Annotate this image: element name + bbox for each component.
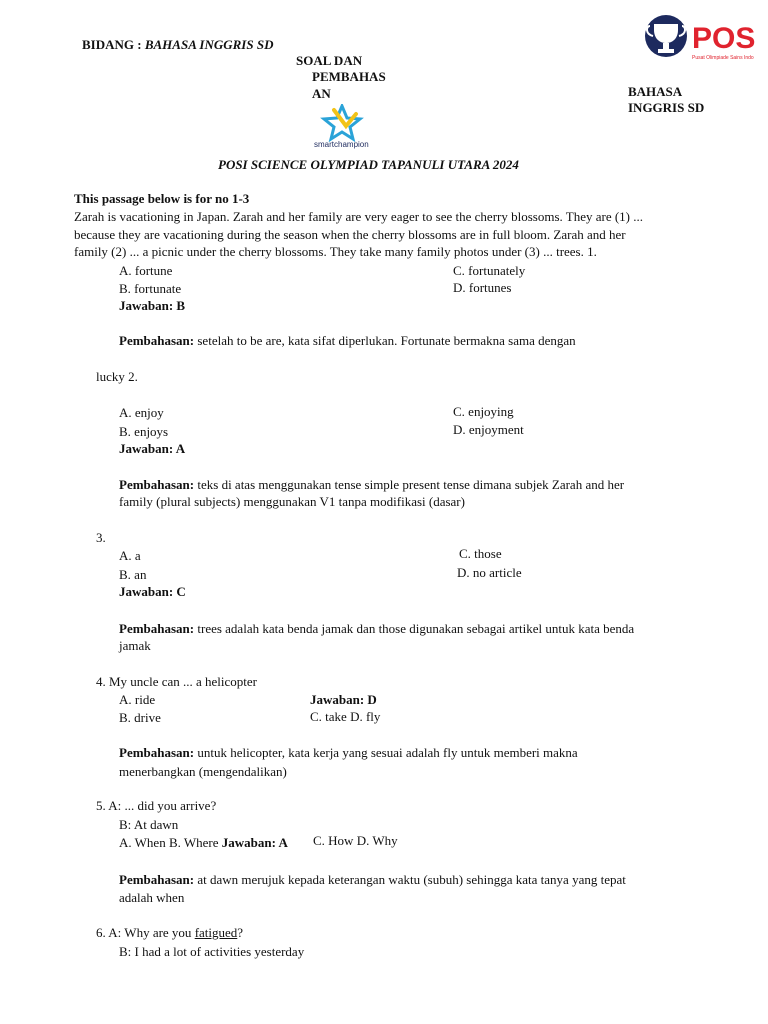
q6-question-post: ? [237, 925, 244, 940]
q3-option-b: B. an [119, 567, 147, 582]
q4-pembahasan-line2: menerbangkan (mengendalikan) [119, 764, 287, 779]
q3-option-a: A. a [119, 548, 141, 563]
q5-b-line: B: At dawn [119, 817, 179, 832]
event-title: POSI SCIENCE OLYMPIAD TAPANULI UTARA 2024 [218, 157, 519, 172]
q5-pembahasan [119, 871, 626, 888]
q3-number: 3. [96, 530, 106, 545]
q4-question: 4. My uncle can ... a helicopter [96, 674, 257, 689]
smartchampion-logo [312, 104, 372, 150]
soal-title-line1: SOAL DAN [296, 53, 363, 68]
q4-pembahasan-text: untuk helicopter, kata kerja yang sesuai adalah fly untuk memberi makna [194, 745, 578, 760]
q3-option-d: D. no article [457, 565, 522, 580]
q3-pembahasan-label: Pembahasan: [119, 621, 195, 636]
logo-text: POS [692, 22, 756, 55]
q1-pembahasan-line2: lucky 2. [96, 369, 138, 384]
q2-option-c: C. enjoying [453, 404, 514, 419]
q2-option-b: B. enjoys [119, 424, 169, 439]
logo-tagline: Pusat Olimpiade Sains Indo [692, 55, 754, 61]
subject-line1: BAHASA [628, 84, 683, 99]
soal-title-line2: PEMBAHAS [312, 69, 386, 84]
q6-question [96, 924, 243, 941]
passage-line-1: Zarah is vacationing in Japan. Zarah and her family are very eager to see the cherry blossoms. They are (1) ... [74, 209, 644, 224]
q5-pembahasan-text: at dawn merujuk kepada keterangan waktu (subuh) sehingga kata tanya yang tepat [194, 872, 626, 887]
bidang-line [82, 36, 273, 53]
smartchampion-text: smartchampion [314, 140, 369, 149]
trophy-icon [636, 12, 768, 72]
bidang-label: BIDANG : [82, 37, 145, 52]
q1-option-b: B. fortunate [119, 281, 182, 296]
subject-line2: INGGRIS SD [628, 100, 705, 115]
q6-question-pre: 6. A: Why are you [96, 925, 195, 940]
q5-option-cd: C. How D. Why [313, 833, 398, 848]
q6-b-line: B: I had a lot of activities yesterday [119, 944, 305, 959]
passage-line-2: because they are vacationing during the season when the cherry blossoms are in full bloom. Zarah and her [74, 227, 626, 242]
q3-pembahasan [119, 620, 634, 637]
q5-question: 5. A: ... did you arrive? [96, 798, 217, 813]
star-icon [312, 104, 372, 150]
q4-option-a: A. ride [119, 692, 156, 707]
q1-pembahasan [119, 332, 576, 349]
q2-pembahasan-text: teks di atas menggunakan tense simple present tense dimana subjek Zarah and her [194, 477, 625, 492]
soal-title-line3: AN [312, 86, 331, 101]
q1-pembahasan-text: setelah to be are, kata sifat diperlukan. Fortunate bermakna sama dengan [194, 333, 576, 348]
q3-answer: Jawaban: C [119, 584, 186, 599]
posi-logo [636, 12, 768, 72]
q4-pembahasan [119, 744, 578, 761]
q2-pembahasan-label: Pembahasan: [119, 477, 195, 492]
q2-option-d: D. enjoyment [453, 422, 524, 437]
q5-pembahasan-line2: adalah when [119, 890, 185, 905]
q1-answer: Jawaban: B [119, 298, 186, 313]
q5-answer: Jawaban: A [221, 835, 288, 850]
q3-pembahasan-line2: jamak [119, 638, 151, 653]
passage-line-3: family (2) ... a picnic under the cherry blossoms. They take many family photos under (3) ... trees. 1. [74, 244, 597, 259]
q3-pembahasan-text: trees adalah kata benda jamak dan those digunakan sebagai artikel untuk kata benda [194, 621, 635, 636]
q4-option-b: B. drive [119, 710, 161, 725]
q1-option-d: D. fortunes [453, 280, 512, 295]
q1-option-c: C. fortunately [453, 263, 526, 278]
q2-pembahasan-line2: family (plural subjects) menggunakan V1 tanpa modifikasi (dasar) [119, 494, 465, 509]
q5-option-ab: A. When B. Where [119, 835, 222, 850]
q4-pembahasan-label: Pembahasan: [119, 745, 195, 760]
q3-option-c: C. those [459, 546, 502, 561]
q2-option-a: A. enjoy [119, 405, 164, 420]
q2-pembahasan [119, 476, 624, 493]
q4-answer: Jawaban: D [310, 692, 377, 707]
q5-pembahasan-label: Pembahasan: [119, 872, 195, 887]
q2-answer: Jawaban: A [119, 441, 186, 456]
passage-heading: This passage below is for no 1-3 [74, 191, 250, 206]
bidang-value: BAHASA INGGRIS SD [144, 37, 274, 52]
q5-options-ab [119, 834, 288, 851]
q1-option-a: A. fortune [119, 263, 173, 278]
q4-option-cd: C. take D. fly [310, 709, 381, 724]
q1-pembahasan-label: Pembahasan: [119, 333, 195, 348]
q6-question-underlined: fatigued [194, 925, 238, 940]
